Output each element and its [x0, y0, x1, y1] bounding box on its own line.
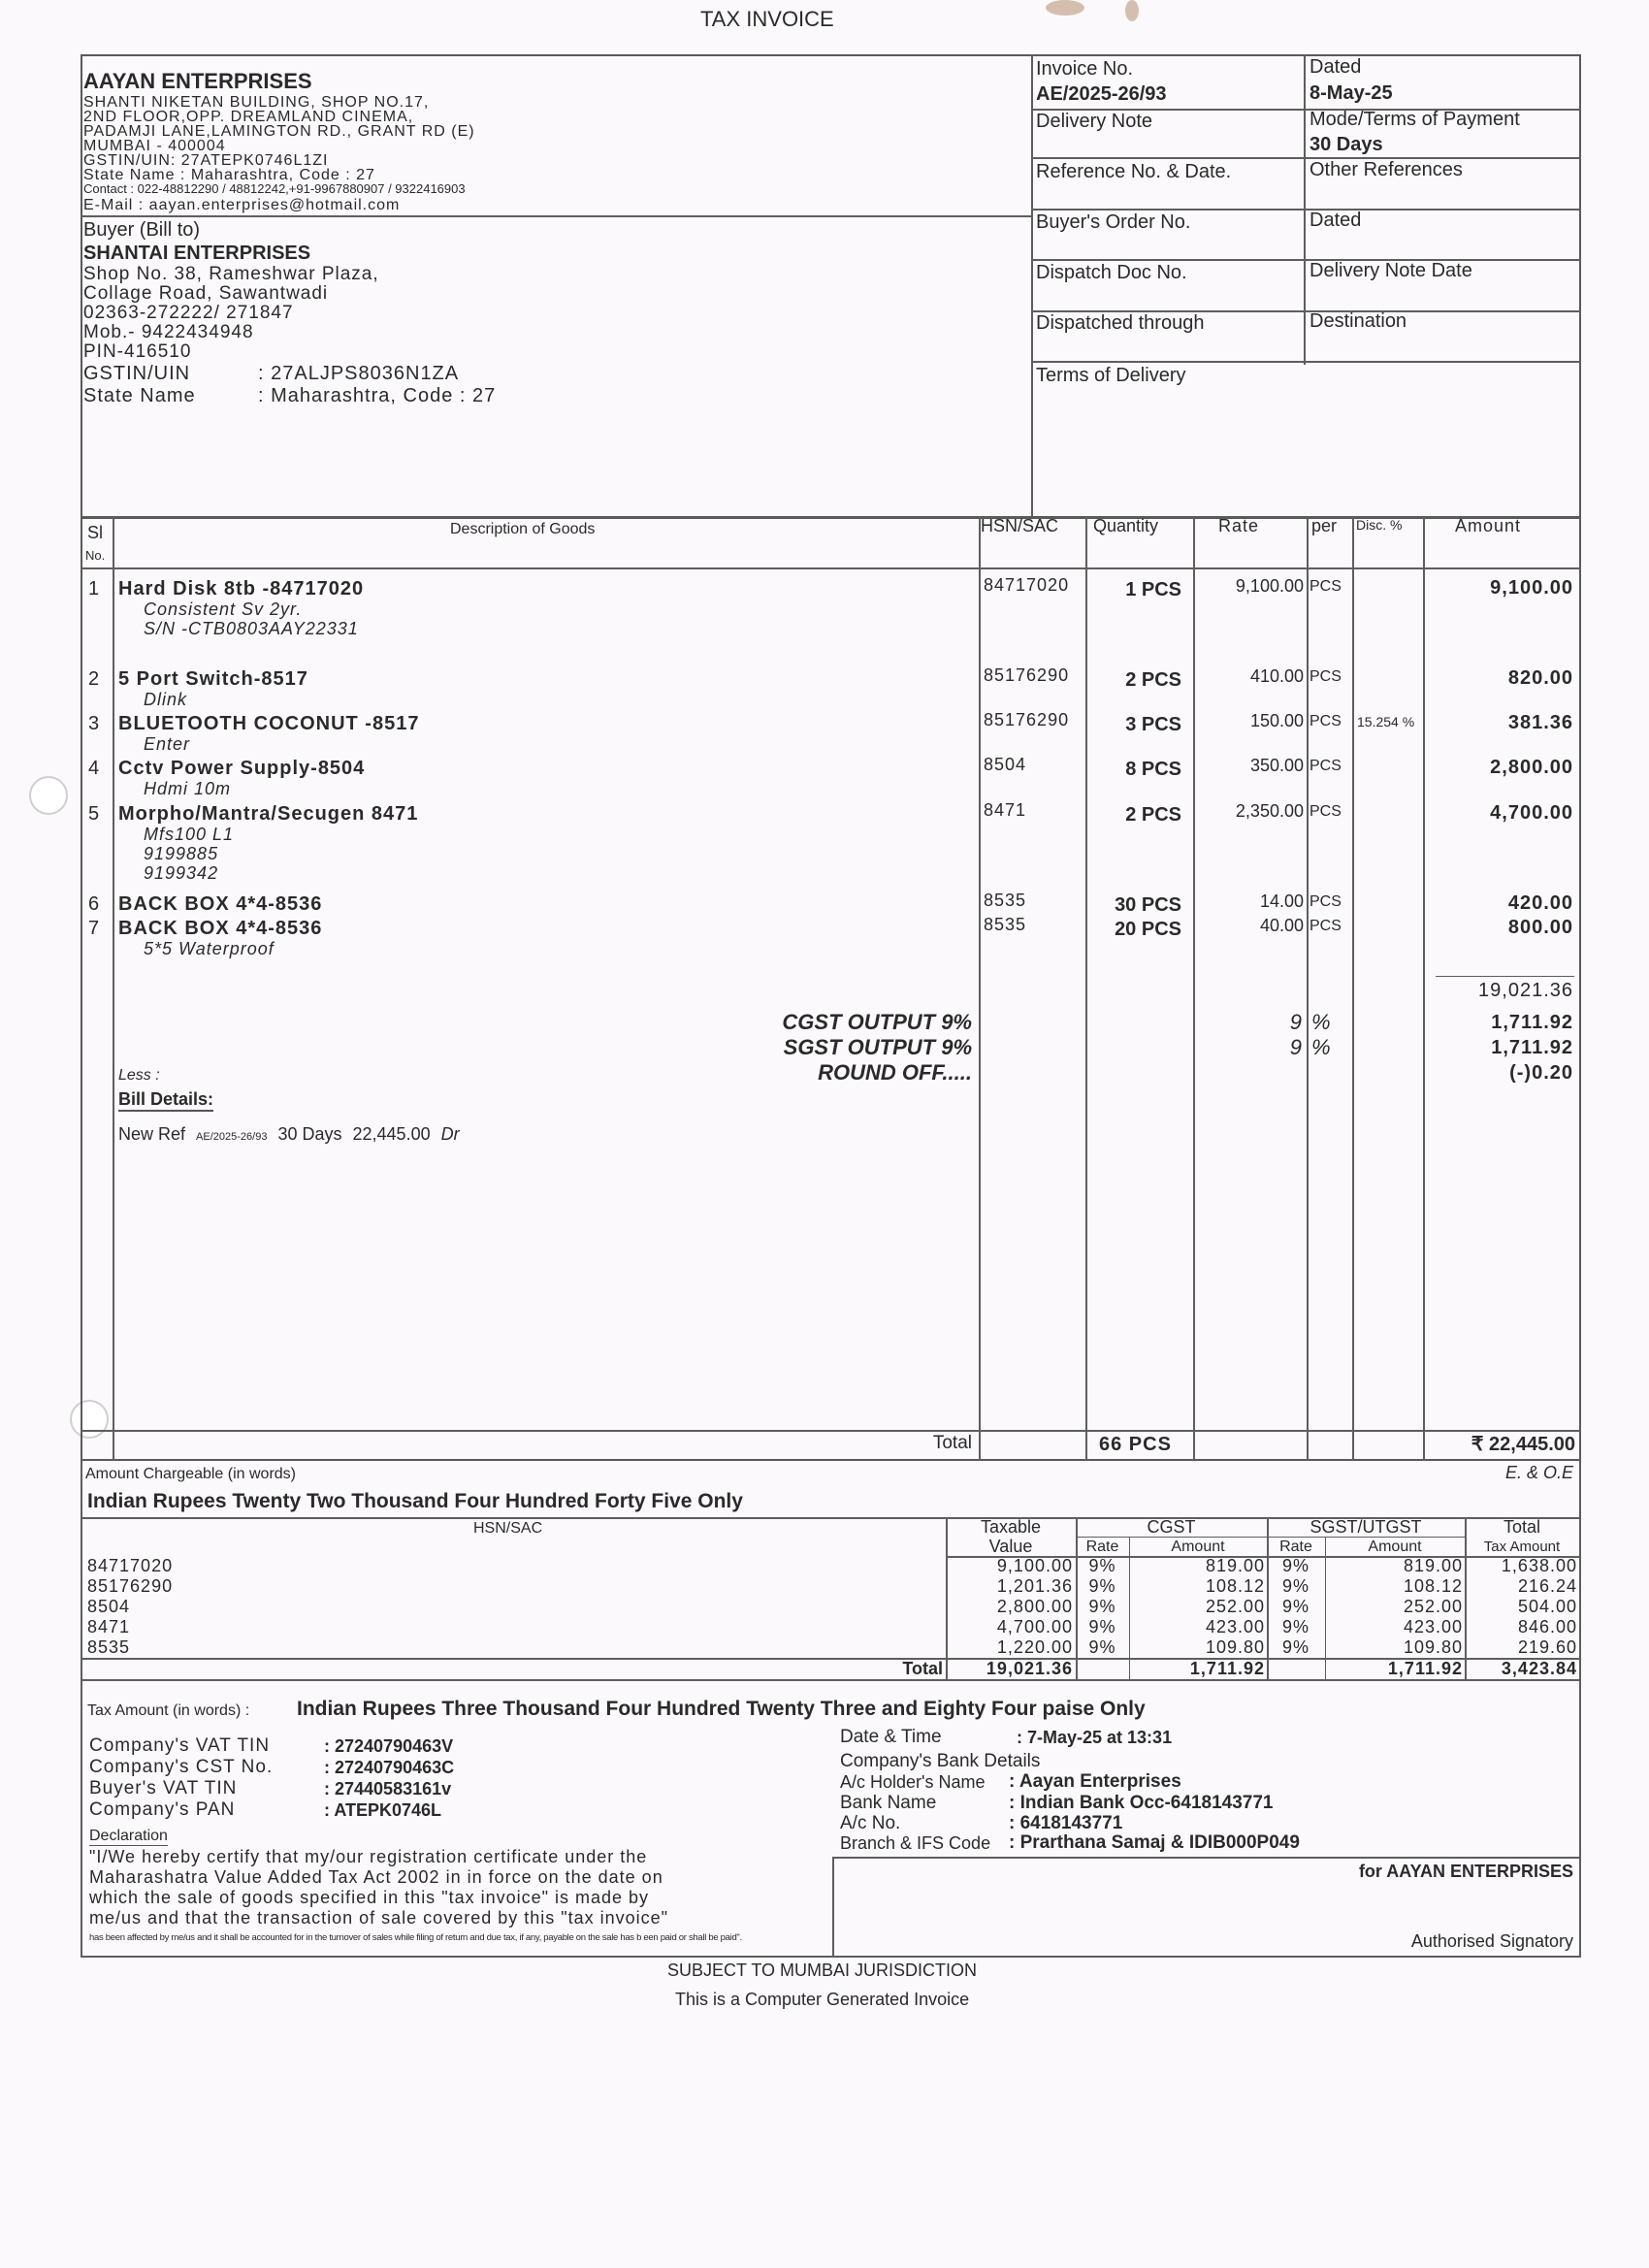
item-per: PCS — [1310, 578, 1342, 595]
seller-name: AAYAN ENTERPRISES — [83, 69, 312, 93]
tax-rate-cgst: 9 — [1289, 1010, 1302, 1034]
col-header-description: Description of Goods — [450, 521, 596, 537]
declaration-heading: Declaration — [89, 1828, 168, 1844]
item-detail: 9199885 — [144, 844, 219, 863]
hsn-sgst-rate: 9% — [1281, 1617, 1310, 1636]
declaration-line: Maharashatra Value Added Tax Act 2002 in in force on the date on — [89, 1867, 663, 1887]
signature-for: for AAYAN ENTERPRISES — [1358, 1862, 1573, 1881]
eoe-note: E. & O.E — [1504, 1463, 1573, 1482]
delivery-note-date-label: Delivery Note Date — [1310, 260, 1472, 281]
authorised-signatory: Authorised Signatory — [1410, 1931, 1573, 1951]
seller-state: State Name : Maharashtra, Code : 27 — [83, 167, 375, 183]
hsn-taxable: 1,220.00 — [996, 1637, 1073, 1657]
seller-contact: Contact : 022-48812290 / 48812242,+91-9967880907 / 9322416903 — [83, 181, 466, 196]
buyer-address-line: Shop No. 38, Rameshwar Plaza, — [83, 264, 379, 284]
bill-details-label: Bill Details: — [118, 1090, 213, 1112]
hsn-cgst-amount: 108.12 — [1205, 1576, 1265, 1596]
hsn-sgst-rate: 9% — [1281, 1637, 1310, 1657]
col-header-amount: Amount — [1455, 516, 1522, 535]
hsn-code: 8504 — [87, 1597, 131, 1616]
round-off-label: ROUND OFF..... — [818, 1060, 972, 1085]
hsn-total-tax: 3,423.84 — [1501, 1659, 1577, 1678]
tax-per-sgst: % — [1311, 1035, 1331, 1059]
hsn-header-sgst-amount: Amount — [1368, 1539, 1422, 1555]
punch-hole — [29, 776, 68, 815]
ac-holder-value: : Aayan Enterprises — [1009, 1771, 1181, 1792]
less-label: Less : — [118, 1067, 160, 1084]
hsn-header-cgst-amount: Amount — [1171, 1539, 1225, 1555]
item-hsn: 85176290 — [984, 710, 1070, 729]
total-label: Total — [932, 1433, 972, 1453]
company-cst: : 27240790463C — [324, 1758, 455, 1777]
tax-amount-cgst: 1,711.92 — [1491, 1012, 1573, 1033]
ac-no-label: A/c No. — [840, 1813, 901, 1833]
bank-name: Indian Bank Occ-6418143771 — [1019, 1793, 1274, 1813]
item-qty: 2 PCS — [1125, 669, 1181, 691]
delivery-note-label: Delivery Note — [1036, 111, 1153, 132]
datetime-value: : 7-May-25 at 13:31 — [1017, 1728, 1173, 1747]
company-vat: : 27240790463V — [324, 1736, 454, 1756]
tax-rate-sgst: 9 — [1289, 1035, 1302, 1059]
hsn-sgst-rate: 9% — [1281, 1556, 1310, 1575]
hsn-cgst-amount: 423.00 — [1205, 1617, 1265, 1636]
hsn-total-tax-amount: 216.24 — [1517, 1576, 1577, 1596]
item-sl: 3 — [88, 713, 100, 734]
hsn-total-taxable: 19,021.36 — [986, 1659, 1073, 1678]
hsn-taxable: 1,201.36 — [996, 1576, 1073, 1596]
item-hsn: 84717020 — [984, 575, 1070, 595]
item-sl: 6 — [88, 893, 100, 915]
hsn-cgst-amount: 109.80 — [1205, 1637, 1265, 1657]
item-name: 5 Port Switch-8517 — [118, 668, 308, 690]
dispatch-doc-label: Dispatch Doc No. — [1036, 262, 1187, 283]
hsn-header-taxable: Taxable — [980, 1517, 1042, 1537]
hsn-total-tax-amount: 1,638.00 — [1501, 1556, 1577, 1575]
buyer-gstin-label: GSTIN/UIN — [83, 363, 191, 384]
hsn-header: HSN/SAC — [473, 1520, 543, 1537]
amount-words-label: Amount Chargeable (in words) — [85, 1466, 296, 1482]
terms-of-delivery-label: Terms of Delivery — [1036, 365, 1186, 386]
hsn-code: 85176290 — [87, 1576, 174, 1596]
item-amount: 2,800.00 — [1490, 757, 1573, 778]
ac-holder-label: A/c Holder's Name — [840, 1772, 986, 1792]
hsn-taxable: 2,800.00 — [996, 1597, 1073, 1616]
reference-label: Reference No. & Date. — [1036, 161, 1232, 182]
item-qty: 1 PCS — [1125, 579, 1181, 600]
item-amount: 420.00 — [1507, 892, 1573, 914]
company-pan: : ATEPK0746L — [324, 1800, 442, 1820]
ifsc-value: : Prarthana Samaj & IDIB000P049 — [1009, 1832, 1300, 1853]
hsn-sgst-rate: 9% — [1281, 1597, 1310, 1616]
tax-amount-sgst: 1,711.92 — [1491, 1037, 1573, 1058]
hsn-header-cgst: CGST — [1147, 1517, 1196, 1537]
seller-gstin: GSTIN/UIN: 27ATEPK0746L1ZI — [83, 152, 329, 169]
buyer-phone: 02363-272222/ 271847 — [83, 303, 294, 323]
subtotal: 19,021.36 — [1478, 980, 1573, 1001]
hsn-code: 84717020 — [87, 1556, 174, 1575]
item-name: Hard Disk 8tb -84717020 — [118, 578, 365, 599]
tax-words-label: Tax Amount (in words) : — [87, 1702, 250, 1719]
dispatched-through-label: Dispatched through — [1036, 312, 1205, 334]
hsn-taxable: 4,700.00 — [996, 1617, 1073, 1636]
hsn-sgst-rate: 9% — [1281, 1576, 1310, 1596]
hsn-taxable: 9,100.00 — [996, 1556, 1073, 1575]
hsn-sgst-amount: 252.00 — [1403, 1597, 1463, 1616]
company-cst-label: Company's CST No. — [89, 1757, 274, 1777]
ifsc: Prarthana Samaj & IDIB000P049 — [1019, 1832, 1300, 1853]
hsn-cgst-rate: 9% — [1088, 1617, 1116, 1636]
company-vat-label: Company's VAT TIN — [89, 1735, 271, 1756]
item-qty: 3 PCS — [1125, 714, 1181, 735]
ifsc-label: Branch & IFS Code — [840, 1833, 991, 1853]
hsn-header-total: Total — [1503, 1517, 1541, 1537]
hsn-total-sgst: 1,711.92 — [1387, 1659, 1463, 1678]
item-rate: 410.00 — [1249, 666, 1304, 686]
declaration-fine-print: has been affected by me/us and it shall be accounted for in the turnover of sales while filing of return and due tax, if any, payable on the sale has b een paid or shall be paid". — [89, 1932, 742, 1943]
hsn-cgst-rate: 9% — [1088, 1597, 1116, 1616]
payment-terms: 30 Days — [1310, 134, 1383, 155]
item-per: PCS — [1310, 668, 1342, 685]
item-per: PCS — [1310, 918, 1342, 934]
declaration-line: "I/We hereby certify that my/our registration certificate under the — [89, 1847, 648, 1866]
hsn-header-cgst-rate: Rate — [1085, 1539, 1119, 1555]
buyer-state-label: State Name — [83, 385, 196, 406]
hsn-header-tax-amount: Tax Amount — [1483, 1539, 1561, 1555]
hsn-total-tax-amount: 219.60 — [1517, 1637, 1577, 1657]
hsn-cgst-rate: 9% — [1088, 1576, 1116, 1596]
item-detail: Hdmi 10m — [144, 779, 232, 798]
item-name: Morpho/Mantra/Secugen 8471 — [118, 803, 419, 825]
invoice-date: 8-May-25 — [1310, 82, 1393, 104]
other-references-label: Other References — [1310, 159, 1463, 180]
company-pan-value: ATEPK0746L — [334, 1800, 442, 1820]
item-detail: S/N -CTB0803AAY22331 — [144, 619, 359, 638]
seller-address-line: PADAMJI LANE,LAMINGTON RD., GRANT RD (E) — [83, 123, 475, 140]
item-sl: 5 — [88, 803, 100, 825]
item-hsn: 8471 — [984, 800, 1027, 820]
destination-label: Destination — [1310, 310, 1407, 332]
invoice-no: AE/2025-26/93 — [1036, 83, 1167, 105]
col-header-disc: Disc. % — [1356, 517, 1403, 533]
buyers-order-label: Buyer's Order No. — [1036, 211, 1191, 233]
buyer-gstin: : 27ALJPS8036N1ZA — [258, 363, 460, 384]
item-sl: 7 — [88, 918, 100, 939]
item-sl: 2 — [88, 668, 100, 690]
item-detail: Consistent Sv 2yr. — [144, 599, 303, 619]
item-rate: 2,350.00 — [1235, 801, 1304, 821]
items-table — [81, 516, 1581, 1461]
tax-label-cgst: CGST OUTPUT 9% — [782, 1010, 972, 1034]
item-hsn: 85176290 — [984, 665, 1070, 685]
bill-ref-no: AE/2025-26/93 — [196, 1131, 268, 1143]
hsn-total-label: Total — [902, 1659, 943, 1678]
amount-in-words: Indian Rupees Twenty Two Thousand Four Hundred Forty Five Only — [87, 1490, 743, 1512]
hsn-code: 8471 — [87, 1617, 131, 1636]
hsn-header-sgst-rate: Rate — [1279, 1539, 1312, 1555]
ac-no: 6418143771 — [1019, 1813, 1123, 1833]
item-rate: 350.00 — [1249, 756, 1304, 775]
item-rate: 150.00 — [1249, 711, 1304, 730]
hsn-total-cgst: 1,711.92 — [1189, 1659, 1265, 1678]
item-amount: 4,700.00 — [1490, 802, 1573, 824]
ac-holder-name: Aayan Enterprises — [1018, 1771, 1181, 1792]
order-dated-label: Dated — [1310, 210, 1362, 231]
col-header-per: per — [1311, 516, 1338, 535]
item-per: PCS — [1310, 713, 1342, 729]
tax-in-words: Indian Rupees Three Thousand Four Hundred Twenty Three and Eighty Four paise Only — [297, 1698, 1146, 1720]
item-per: PCS — [1310, 893, 1342, 910]
paper-stain — [1046, 0, 1084, 16]
col-header-sl: Sl — [87, 523, 104, 542]
total-quantity: 66 PCS — [1099, 1434, 1172, 1455]
item-rate: 9,100.00 — [1235, 576, 1304, 596]
total-amount: ₹ 22,445.00 — [1471, 1434, 1575, 1455]
buyer-vat-label: Buyer's VAT TIN — [89, 1778, 238, 1798]
jurisdiction-note: SUBJECT TO MUMBAI JURISDICTION — [667, 1960, 978, 1980]
bill-ref-drcr: Dr — [440, 1124, 460, 1144]
buyer-state: : Maharashtra, Code : 27 — [258, 385, 497, 406]
item-rate: 14.00 — [1259, 891, 1304, 911]
item-detail: 9199342 — [144, 863, 219, 883]
item-qty: 2 PCS — [1125, 804, 1181, 826]
item-hsn: 8535 — [984, 891, 1027, 910]
item-rate: 40.00 — [1259, 916, 1304, 935]
item-per: PCS — [1310, 758, 1342, 774]
hsn-sgst-amount: 109.80 — [1403, 1637, 1463, 1657]
hsn-cgst-rate: 9% — [1088, 1556, 1116, 1575]
company-vat-value: 27240790463V — [335, 1736, 454, 1756]
item-detail: Mfs100 L1 — [144, 825, 235, 844]
buyer-pin: PIN-416510 — [83, 341, 192, 362]
datetime-label: Date & Time — [840, 1727, 942, 1747]
paper-stain — [1125, 0, 1139, 21]
invoice-no-label: Invoice No. — [1036, 58, 1134, 80]
company-cst-value: 27240790463C — [335, 1758, 455, 1777]
bill-ref-type: New Ref — [118, 1124, 186, 1144]
col-header-quantity: Quantity — [1093, 516, 1159, 535]
item-sl: 4 — [88, 758, 100, 779]
item-amount: 820.00 — [1507, 667, 1573, 689]
buyer-mobile: Mob.- 9422434948 — [83, 322, 254, 342]
buyer-name: SHANTAI ENTERPRISES — [83, 243, 311, 264]
declaration-line: which the sale of goods specified in this "tax invoice" is made by — [89, 1888, 650, 1907]
item-name: Cctv Power Supply-8504 — [118, 758, 366, 779]
item-disc: 15.254 % — [1357, 714, 1415, 729]
hsn-sgst-amount: 108.12 — [1403, 1576, 1463, 1596]
buyer-vat-value: 27440583161v — [335, 1779, 452, 1798]
buyer-address-line: Collage Road, Sawantwadi — [83, 283, 329, 304]
item-detail: Enter — [144, 734, 191, 754]
ac-no-value: : 6418143771 — [1009, 1813, 1123, 1833]
item-sl: 1 — [88, 578, 100, 599]
tax-label-sgst: SGST OUTPUT 9% — [783, 1035, 972, 1059]
item-amount: 381.36 — [1507, 712, 1573, 733]
hsn-total-tax-amount: 504.00 — [1517, 1597, 1577, 1616]
col-header-hsn: HSN/SAC — [981, 516, 1059, 535]
dated-label: Dated — [1310, 56, 1362, 78]
bank-name-label: Bank Name — [840, 1793, 937, 1813]
tax-per-cgst: % — [1311, 1010, 1331, 1034]
declaration-line: me/us and that the transaction of sale covered by this "tax invoice" — [89, 1908, 669, 1928]
hsn-code: 8535 — [87, 1637, 131, 1657]
item-qty: 8 PCS — [1125, 759, 1181, 780]
bank-heading: Company's Bank Details — [840, 1751, 1041, 1771]
hsn-header-sgst: SGST/UTGST — [1310, 1517, 1422, 1537]
company-pan-label: Company's PAN — [89, 1799, 236, 1820]
seller-address-line: SHANTI NIKETAN BUILDING, SHOP NO.17, — [83, 94, 430, 111]
computer-generated-note: This is a Computer Generated Invoice — [675, 1990, 970, 2009]
hsn-cgst-amount: 819.00 — [1205, 1556, 1265, 1575]
bill-ref-terms: 30 Days — [277, 1124, 342, 1144]
item-name: BLUETOOTH COCONUT -8517 — [118, 713, 420, 734]
document-title: TAX INVOICE — [700, 7, 834, 31]
payment-terms-label: Mode/Terms of Payment — [1310, 109, 1520, 130]
item-detail: Dlink — [144, 690, 188, 709]
hsn-sgst-amount: 423.00 — [1403, 1617, 1463, 1636]
item-per: PCS — [1310, 803, 1342, 820]
col-header-no: No. — [85, 548, 106, 563]
bill-details-row — [118, 1125, 460, 1145]
bill-ref-amount: 22,445.00 — [352, 1124, 431, 1144]
hsn-sgst-amount: 819.00 — [1403, 1556, 1463, 1575]
hsn-total-tax-amount: 846.00 — [1517, 1617, 1577, 1636]
round-off-amount: (-)0.20 — [1509, 1062, 1573, 1084]
buyer-vat: : 27440583161v — [324, 1779, 452, 1798]
item-amount: 800.00 — [1507, 917, 1573, 938]
hsn-cgst-amount: 252.00 — [1205, 1597, 1265, 1616]
hsn-header-value: Value — [988, 1537, 1033, 1556]
item-amount: 9,100.00 — [1490, 577, 1573, 599]
seller-email[interactable]: E-Mail : aayan.enterprises@hotmail.com — [83, 197, 401, 213]
item-qty: 20 PCS — [1115, 919, 1181, 940]
buyer-heading: Buyer (Bill to) — [83, 219, 201, 241]
seller-address-line: MUMBAI - 400004 — [83, 138, 226, 154]
item-hsn: 8535 — [984, 915, 1027, 934]
item-qty: 30 PCS — [1115, 894, 1181, 916]
item-name: BACK BOX 4*4-8536 — [118, 918, 323, 939]
item-hsn: 8504 — [984, 755, 1027, 774]
hsn-cgst-rate: 9% — [1088, 1637, 1116, 1657]
bank-name-value: : Indian Bank Occ-6418143771 — [1009, 1793, 1274, 1813]
item-name: BACK BOX 4*4-8536 — [118, 893, 323, 915]
seller-address-line: 2ND FLOOR,OPP. DREAMLAND CINEMA, — [83, 109, 414, 125]
item-detail: 5*5 Waterproof — [144, 939, 275, 958]
col-header-rate: Rate — [1218, 516, 1260, 535]
